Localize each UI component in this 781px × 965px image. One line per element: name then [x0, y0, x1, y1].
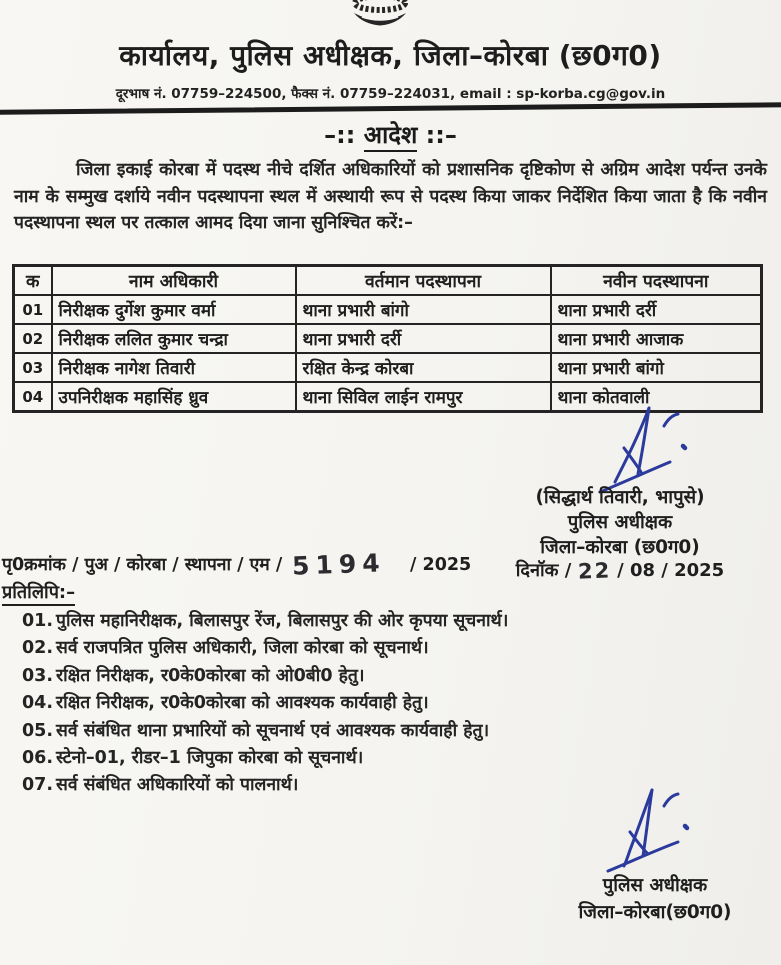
- item-text: रक्षित निरीक्षक, र0के0कोरबा को आवश्यक कार्यवाही हेतु।: [56, 693, 429, 714]
- memo-prefix: पृ0क्रमांक / पुअ / कोरबा / स्थापना / एम /: [2, 555, 283, 575]
- cell-new-posting: थाना प्रभारी दर्री: [551, 295, 762, 324]
- order-body-paragraph: जिला इकाई कोरबा में पदस्थ नीचे दर्शित अधिकारियों को प्रशासनिक दृष्टिकोण से अग्रिम आदेश पर्यन्त उनके नाम के सम्मुख दर्शाये नवीन पदस्थापना स्थल में अस्थायी रूप से पदस्थ किया जाकर निर्देशित किया जाता है कि नवीन पदस्थापना स्थल पर तत्काल आमद दिया जाना सुनिश्चित करें:–: [14, 160, 767, 233]
- order-date-line: [470, 558, 770, 583]
- item-number: 07.: [22, 775, 54, 796]
- list-item: [22, 718, 722, 745]
- cell-serial: 03: [14, 353, 52, 382]
- item-text: सर्व संबंधित अधिकारियों को पालनार्थ।: [56, 775, 299, 796]
- cell-current-posting: थाना प्रभारी बांगो: [296, 295, 551, 324]
- col-header-serial: क: [14, 266, 52, 296]
- item-number: 02.: [22, 638, 54, 659]
- copy-to-label: प्रतिलिपि:–: [2, 580, 75, 604]
- cell-serial: 02: [14, 324, 52, 353]
- order-heading-text: आदेश: [364, 121, 418, 152]
- col-header-current-posting: वर्तमान पदस्थापना: [296, 266, 551, 296]
- list-item: [22, 663, 722, 690]
- item-text: स्टेनो–01, रीडर–1 जिपुका कोरबा को सूचनार्थ।: [56, 747, 364, 768]
- cell-current-posting: रक्षित केन्द्र कोरबा: [296, 353, 551, 382]
- table-row: [14, 324, 762, 353]
- office-title: कार्यालय, पुलिस अधीक्षक, जिला–कोरबा (छ0ग0): [119, 39, 662, 72]
- item-text: पुलिस महानिरीक्षक, बिलासपुर रेंज, बिलासपुर की ओर कृपया सूचनार्थ।: [56, 611, 509, 631]
- item-text: रक्षित निरीक्षक, र0के0कोरबा को ओ0बी0 हेतु।: [56, 665, 365, 686]
- office-contact-line: दूरभाष नं. 07759–224500, फैक्स नं. 07759–224031, email : sp-korba.cg@gov.in: [115, 86, 666, 102]
- table-row: [14, 353, 762, 382]
- transfer-table: [12, 264, 763, 413]
- cell-current-posting: थाना प्रभारी दर्री: [296, 324, 551, 353]
- item-number: 03.: [22, 665, 54, 686]
- item-number: 04.: [22, 693, 54, 714]
- cell-new-posting: थाना कोतवाली: [551, 382, 762, 412]
- copy-recipients-list: [22, 608, 722, 800]
- cell-current-posting: थाना सिविल लाईन रामपुर: [296, 382, 551, 412]
- col-header-officer-name: नाम अधिकारी: [52, 266, 296, 296]
- footer-signatory-district: जिला–कोरबा(छ0ग0): [578, 902, 732, 923]
- handwritten-memo-number: 5194: [291, 548, 387, 581]
- signatory-designation: पुलिस अधीक्षक: [567, 512, 673, 533]
- col-header-new-posting: नवीन पदस्थापना: [551, 266, 762, 296]
- date-label: दिनॉक /: [515, 560, 572, 581]
- item-text: सर्व राजपत्रित पुलिस अधिकारी, जिला कोरबा को सूचनार्थ।: [56, 638, 429, 659]
- item-number: 05.: [22, 720, 54, 741]
- cell-officer-name: निरीक्षक नागेश तिवारी: [52, 353, 296, 382]
- cell-new-posting: थाना प्रभारी बांगो: [551, 353, 762, 382]
- list-item: [22, 745, 722, 772]
- item-number: 01.: [22, 611, 54, 631]
- order-heading: [0, 118, 781, 151]
- table-header-row: [14, 266, 762, 296]
- memo-suffix: / 2025: [410, 555, 472, 575]
- memo-number-line: [2, 550, 472, 579]
- signatory-district: जिला–कोरबा (छ0ग0): [540, 537, 700, 558]
- footer-signatory-designation: पुलिस अधीक्षक: [602, 875, 708, 896]
- cell-new-posting: थाना प्रभारी आजाक: [551, 324, 762, 353]
- signature-ink-bottom: [588, 786, 698, 876]
- handwritten-date-day: 22: [577, 558, 612, 584]
- cell-serial: 04: [14, 382, 52, 412]
- item-number: 06.: [22, 747, 54, 768]
- signature-ink-top: [572, 402, 692, 497]
- table-row: [14, 295, 762, 324]
- order-heading-prefix: –::: [324, 121, 356, 149]
- list-item: [22, 690, 722, 717]
- cell-serial: 01: [14, 295, 52, 324]
- cell-officer-name: उपनिरीक्षक महासिंह ध्रुव: [52, 382, 296, 412]
- list-item: [22, 635, 722, 662]
- cell-officer-name: निरीक्षक ललित कुमार चन्द्रा: [52, 324, 296, 353]
- signatory-name: (सिद्धार्थ तिवारी, भापुसे): [535, 487, 705, 508]
- header-divider: [0, 102, 781, 115]
- order-heading-suffix: ::–: [425, 121, 457, 149]
- item-text: सर्व संबंधित थाना प्रभारियों को सूचनार्थ एवं आवश्यक कार्यवाही हेतु।: [56, 720, 490, 741]
- cell-officer-name: निरीक्षक दुर्गेश कुमार वर्मा: [52, 295, 296, 324]
- date-month-year: / 08 / 2025: [617, 560, 725, 581]
- list-item: [22, 608, 722, 635]
- national-emblem-icon: [340, 0, 420, 30]
